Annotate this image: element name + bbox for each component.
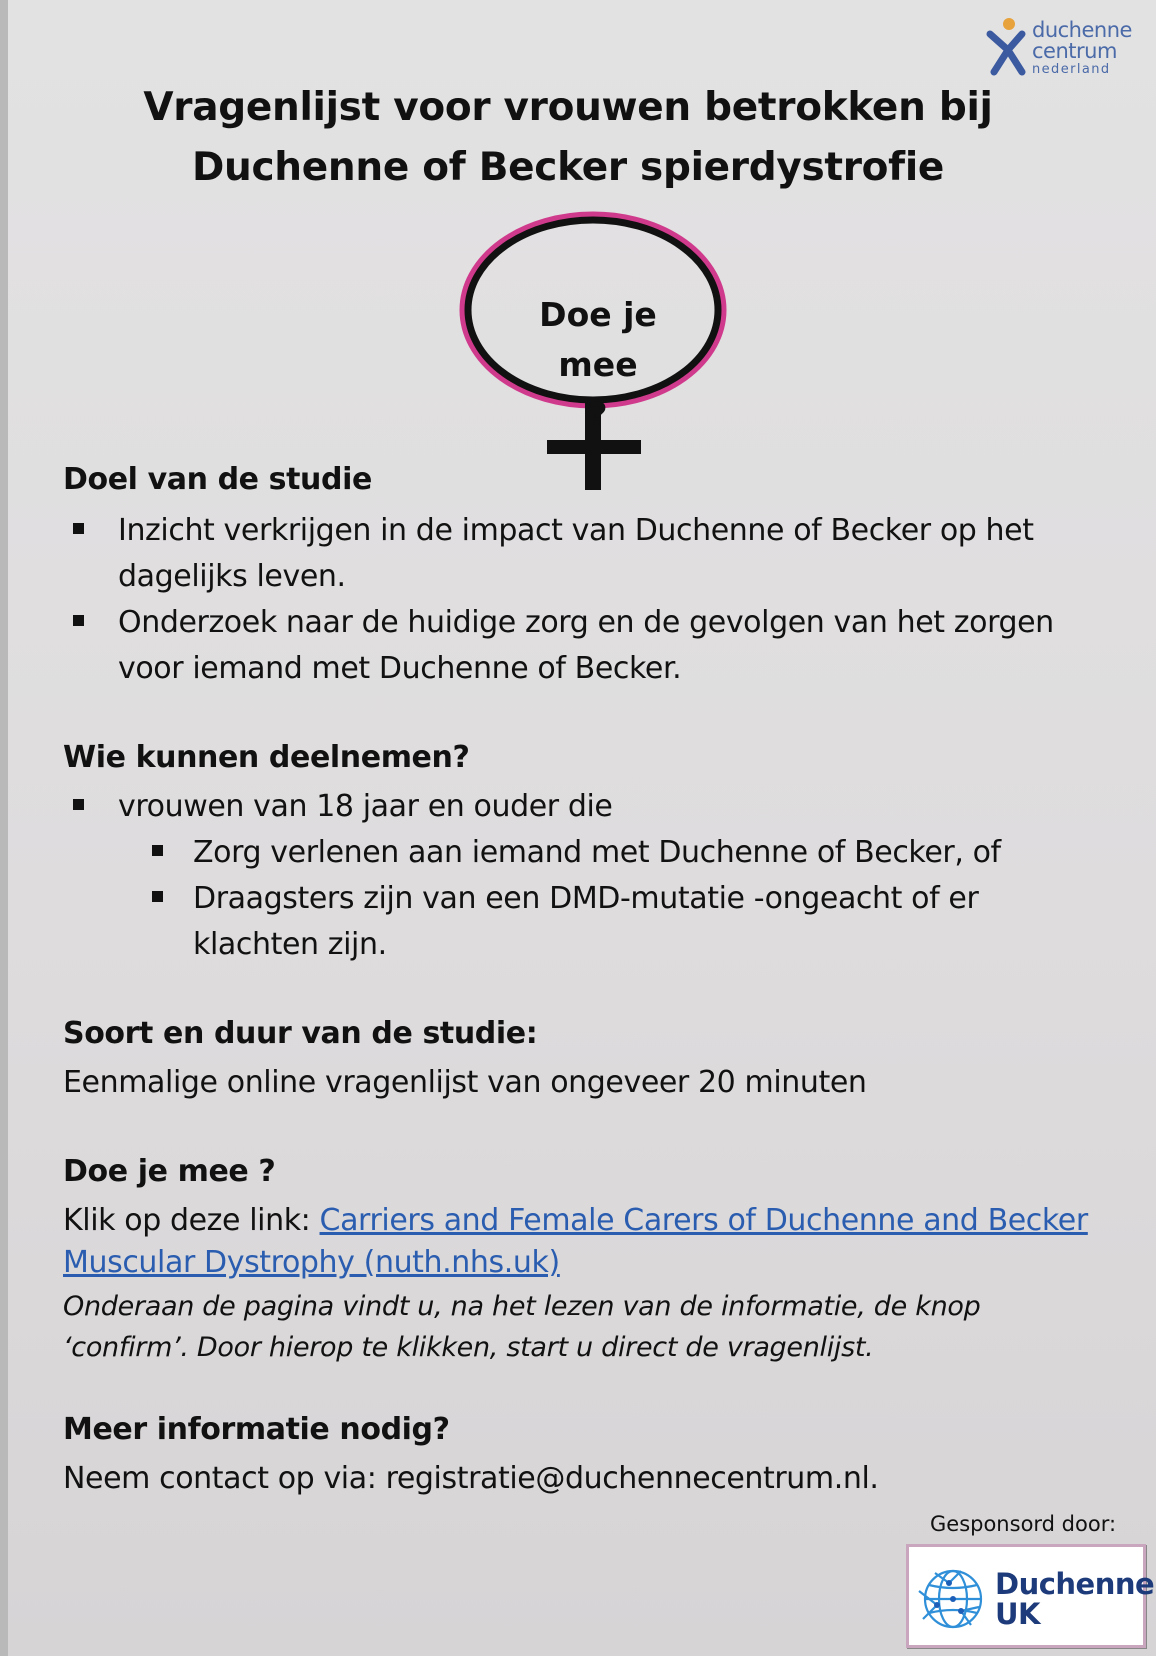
survey-link-line-2[interactable]: Muscular Dystrophy (nuth.nhs.uk) xyxy=(63,1245,560,1280)
who-sub-bullet-2-text: Draagsters zijn van een DMD-mutatie -ongeacht of er klachten zijn. xyxy=(193,881,979,962)
bullet-square-icon xyxy=(73,523,84,534)
survey-link-line-1[interactable]: Carriers and Female Carers of Duchenne and Becker xyxy=(319,1203,1088,1238)
symbol-text xyxy=(498,290,698,440)
who-bullet-text: vrouwen van 18 jaar en ouder die xyxy=(118,789,613,824)
section-who-heading: Wie kunnen deelnemen? xyxy=(63,740,470,775)
join-note-line-2: ‘confirm’. Door hierop te klikken, start u direct de vragenlijst. xyxy=(63,1332,874,1363)
section-type-text: Eenmalige online vragenlijst van ongeveer 20 minuten xyxy=(63,1065,867,1100)
section-goal-heading: Doel van de studie xyxy=(63,462,372,497)
bullet-square-icon xyxy=(152,845,163,856)
flyer-page xyxy=(8,0,1156,1656)
symbol-line-1: Doe je mee xyxy=(539,295,657,384)
who-sub-bullet-1-text: Zorg verlenen aan iemand met Duchenne of Becker, of xyxy=(193,835,1001,870)
section-type-heading: Soort en duur van de studie: xyxy=(63,1016,538,1051)
goal-bullet-2-text: Onderzoek naar de huidige zorg en de gevolgen van het zorgen voor iemand met Duchenne of Becker. xyxy=(118,605,1054,686)
bullet-square-icon xyxy=(73,615,84,626)
female-symbol xyxy=(458,208,728,498)
duchenne-centrum-logo-icon xyxy=(984,16,1030,76)
bullet-square-icon xyxy=(73,799,84,810)
join-note-line-1: Onderaan de pagina vindt u, na het lezen van de informatie, de knop xyxy=(63,1291,981,1322)
who-sub-bullet-2 xyxy=(138,876,1098,968)
bullet-square-icon xyxy=(152,891,163,902)
sponsor-name-line-2: UK xyxy=(995,1597,1041,1631)
section-join-heading: Doe je mee ? xyxy=(63,1154,276,1189)
sponsor-name xyxy=(995,1569,1154,1629)
section-info-text: Neem contact op via: registratie@duchennecentrum.nl. xyxy=(63,1461,879,1496)
title-line-2: Duchenne of Becker spierdystrofie xyxy=(191,145,945,190)
goal-bullet-1 xyxy=(63,508,1103,600)
title-line-1: Vragenlijst voor vrouwen betrokken bij xyxy=(143,85,993,130)
join-note xyxy=(63,1286,1113,1368)
logo-line-2: centrum xyxy=(1032,39,1117,63)
logo-line-1: duchenne xyxy=(1032,18,1132,42)
duchenne-uk-globe-icon xyxy=(915,1561,989,1637)
goal-bullet-1-text: Inzicht verkrijgen in de impact van Duchenne of Becker op het dagelijks leven. xyxy=(118,513,1034,594)
who-bullet xyxy=(63,784,1103,830)
section-info-heading: Meer informatie nodig? xyxy=(63,1412,450,1447)
logo-line-3: nederland xyxy=(1032,62,1111,77)
sponsor-label: Gesponsord door: xyxy=(930,1512,1117,1536)
page-title xyxy=(88,78,1048,198)
goal-bullet-2 xyxy=(63,600,1103,692)
logo-text xyxy=(1032,20,1132,76)
sponsor-name-line-1: Duchenne xyxy=(995,1567,1155,1601)
join-link-paragraph xyxy=(63,1200,1113,1284)
duchenne-uk-logo xyxy=(906,1544,1155,1648)
who-sub-bullet-1 xyxy=(138,830,1098,876)
duchenne-centrum-logo xyxy=(984,14,1144,80)
symbol-line-2: ? xyxy=(588,395,608,434)
join-link-prefix: Klik op deze link: xyxy=(63,1203,320,1238)
